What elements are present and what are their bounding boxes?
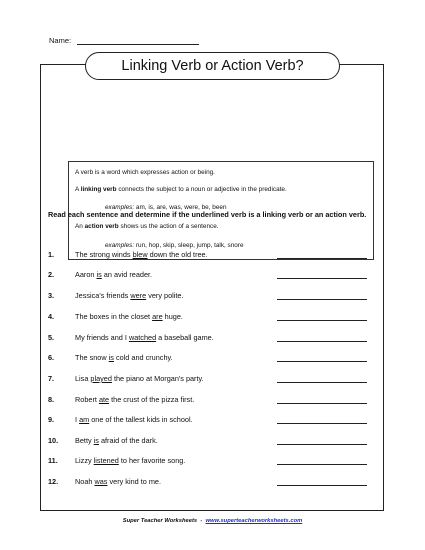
question-number: 3. [48, 291, 55, 300]
question-number: 9. [48, 415, 55, 424]
footer-brand: Super Teacher Worksheets [122, 518, 198, 524]
footer [0, 518, 425, 524]
question-number: 10. [48, 436, 59, 445]
question-number: 1. [48, 250, 55, 259]
verb-definition: A verb is a word which expresses action or being. [75, 169, 215, 176]
question-sentence: Lisa played the piano at Morgan's party. [75, 374, 204, 383]
answer-line[interactable] [277, 403, 367, 404]
underlined-verb: am [79, 415, 90, 424]
underlined-verb: blew [132, 250, 148, 259]
question-sentence: My friends and I watched a baseball game. [75, 333, 214, 342]
question-sentence: I am one of the tallest kids in school. [75, 415, 193, 424]
underlined-verb: is [93, 436, 99, 445]
question-4 [48, 312, 370, 324]
question-sentence: Robert ate the crust of the pizza first. [75, 395, 195, 404]
action-verb-definition: An action verb shows us the action of a sentence. [75, 223, 219, 230]
question-number: 11. [48, 456, 58, 465]
name-label: Name: [49, 36, 72, 45]
question-number: 8. [48, 395, 55, 404]
action-verb-term: action verb [84, 223, 119, 230]
question-7 [48, 374, 370, 386]
answer-line[interactable] [277, 464, 367, 465]
question-number: 6. [48, 353, 55, 362]
question-sentence: Lizzy listened to her favorite song. [75, 456, 186, 465]
underlined-verb: listened [93, 456, 119, 465]
underlined-verb: is [108, 353, 114, 362]
question-9 [48, 415, 370, 427]
question-3 [48, 291, 370, 303]
underlined-verb: watched [128, 333, 157, 342]
underlined-verb: ate [98, 395, 110, 404]
answer-line[interactable] [277, 341, 367, 342]
question-6 [48, 353, 370, 365]
question-number: 4. [48, 312, 55, 321]
question-number: 2. [48, 270, 55, 279]
question-8 [48, 395, 370, 407]
underlined-verb: were [130, 291, 147, 300]
answer-line[interactable] [277, 258, 367, 259]
answer-line[interactable] [277, 423, 367, 424]
linking-verb-definition: A linking verb connects the subject to a noun or adjective in the predicate. [75, 186, 287, 193]
question-2 [48, 270, 370, 282]
action-verb-examples: examples: run, hop, skip, sleep, jump, talk, snore [105, 242, 244, 249]
underlined-verb: played [90, 374, 112, 383]
question-12 [48, 477, 370, 489]
question-sentence: Aaron is an avid reader. [75, 270, 153, 279]
answer-line[interactable] [277, 278, 367, 279]
linking-verb-term: linking verb [80, 186, 117, 193]
answer-line[interactable] [277, 320, 367, 321]
answer-line[interactable] [277, 299, 367, 300]
underlined-verb: is [96, 270, 102, 279]
answer-line[interactable] [277, 485, 367, 486]
question-sentence: Betty is afraid of the dark. [75, 436, 158, 445]
question-sentence: The snow is cold and crunchy. [75, 353, 173, 362]
answer-line[interactable] [277, 361, 367, 362]
linking-verb-examples: examples: am, is, are, was, were, be, been [105, 204, 227, 211]
footer-url[interactable]: www.superteacherworksheets.com [205, 518, 303, 524]
question-sentence: Noah was very kind to me. [75, 477, 161, 486]
underlined-verb: are [152, 312, 163, 321]
worksheet-title: Linking Verb or Action Verb? [85, 52, 340, 80]
footer-separator: - [197, 518, 206, 524]
question-number: 5. [48, 333, 55, 342]
question-sentence: Jessica's friends were very polite. [75, 291, 184, 300]
question-number: 12. [48, 477, 59, 486]
question-1 [48, 250, 370, 262]
question-sentence: The boxes in the closet are huge. [75, 312, 183, 321]
question-5 [48, 333, 370, 345]
instructions: Read each sentence and determine if the underlined verb is a linking verb or an action verb. [48, 210, 367, 219]
answer-line[interactable] [277, 444, 367, 445]
question-sentence: The strong winds blew down the old tree. [75, 250, 208, 259]
question-10 [48, 436, 370, 448]
question-11 [48, 456, 370, 468]
name-field[interactable] [77, 36, 199, 45]
name-row [49, 36, 199, 45]
underlined-verb: was [94, 477, 108, 486]
answer-line[interactable] [277, 382, 367, 383]
question-number: 7. [48, 374, 55, 383]
